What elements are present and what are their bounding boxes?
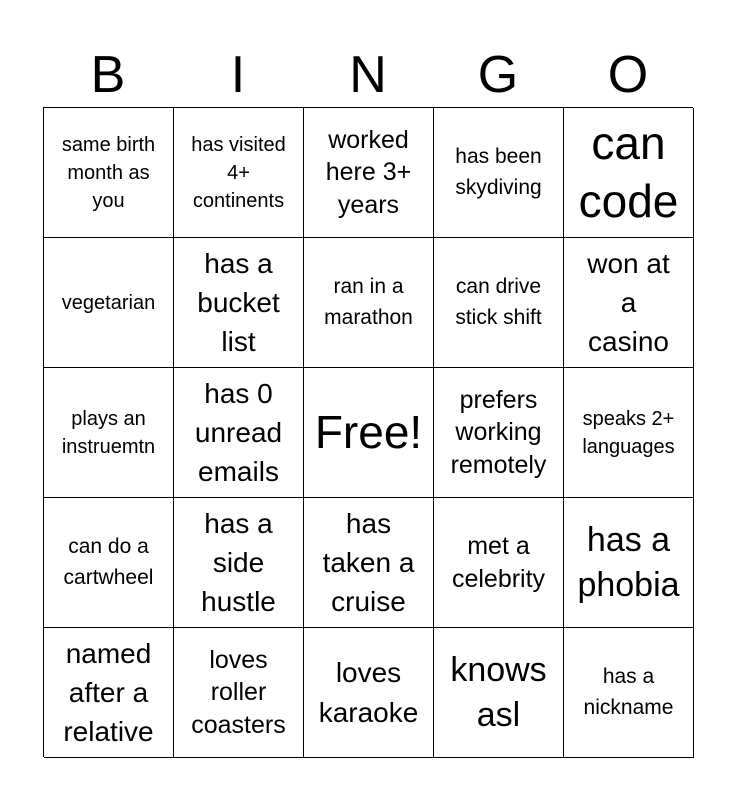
bingo-cell[interactable] <box>44 628 174 758</box>
cell-text: can code <box>578 117 679 227</box>
free-space-cell[interactable] <box>304 368 434 498</box>
bingo-cell[interactable] <box>434 368 564 498</box>
bingo-cell[interactable] <box>434 628 564 758</box>
bingo-cell[interactable] <box>564 628 694 758</box>
cell-text: has been skydiving <box>455 145 542 199</box>
cell-text: plays an instruemtn <box>61 407 156 458</box>
cell-text: speaks 2+ languages <box>582 407 675 458</box>
bingo-cell[interactable] <box>174 498 304 628</box>
cell-text: has visited 4+ continents <box>191 133 286 212</box>
cell-text: has 0 unread emails <box>194 377 283 488</box>
bingo-cell[interactable] <box>304 108 434 238</box>
cell-text: knows asl <box>450 651 547 734</box>
free-space-label: Free! <box>314 405 423 458</box>
bingo-cell[interactable] <box>564 108 694 238</box>
bingo-cell[interactable] <box>304 498 434 628</box>
header-letter-i: I <box>230 46 246 104</box>
cell-text: loves roller coasters <box>191 645 286 739</box>
cell-text: same birth month as you <box>61 133 156 212</box>
bingo-cell[interactable] <box>434 238 564 368</box>
cell-text: has a bucket list <box>197 247 280 358</box>
cell-text: has a nickname <box>583 665 674 719</box>
header-letter-n: N <box>349 46 387 104</box>
bingo-board <box>43 107 693 757</box>
bingo-cell[interactable] <box>304 238 434 368</box>
header-letter-g: G <box>477 46 519 104</box>
bingo-cell[interactable] <box>44 498 174 628</box>
cell-text: ran in a marathon <box>324 275 413 329</box>
bingo-cell[interactable] <box>44 238 174 368</box>
bingo-cell[interactable] <box>564 238 694 368</box>
bingo-cell[interactable] <box>44 368 174 498</box>
bingo-cell[interactable] <box>434 108 564 238</box>
cell-text: has a side hustle <box>201 507 276 618</box>
cell-text: loves karaoke <box>318 657 419 728</box>
cell-text: named after a relative <box>63 637 154 748</box>
cell-text: can do a cartwheel <box>63 535 154 589</box>
bingo-cell[interactable] <box>174 238 304 368</box>
bingo-header <box>43 42 693 108</box>
bingo-cell[interactable] <box>564 368 694 498</box>
bingo-cell[interactable] <box>44 108 174 238</box>
cell-text: has a phobia <box>577 521 680 604</box>
cell-text: won at a casino <box>587 247 670 358</box>
cell-text: has taken a cruise <box>322 507 415 618</box>
header-letter-o: O <box>607 46 649 104</box>
header-letter-b: B <box>90 46 126 104</box>
cell-text: met a celebrity <box>451 532 546 593</box>
cell-text: vegetarian <box>61 291 156 314</box>
bingo-cell[interactable] <box>174 628 304 758</box>
bingo-cell[interactable] <box>564 498 694 628</box>
bingo-cell[interactable] <box>304 628 434 758</box>
cell-text: prefers working remotely <box>450 385 547 479</box>
cell-text: worked here 3+ years <box>325 125 412 219</box>
bingo-cell[interactable] <box>174 108 304 238</box>
cell-text: can drive stick shift <box>455 275 542 329</box>
bingo-cell[interactable] <box>434 498 564 628</box>
bingo-cell[interactable] <box>174 368 304 498</box>
